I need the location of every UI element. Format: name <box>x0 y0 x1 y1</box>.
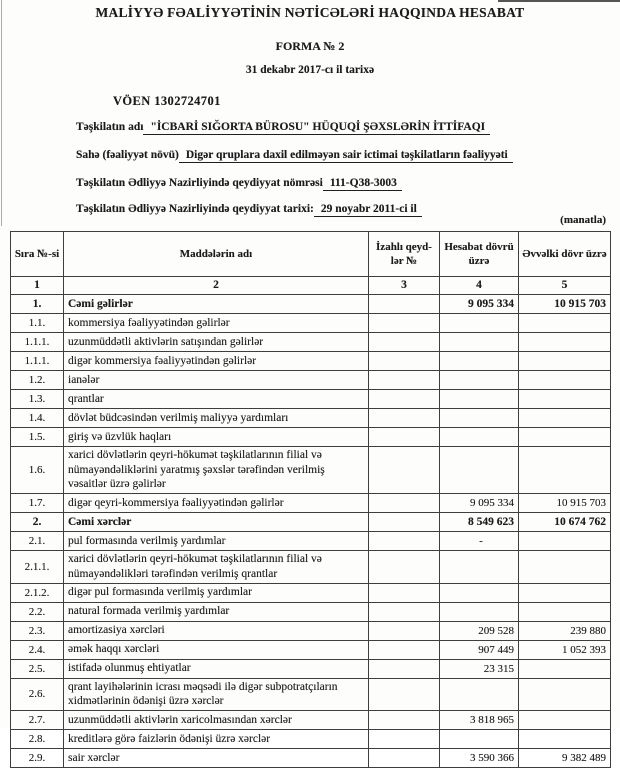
cell-explanatory-note <box>369 602 440 621</box>
organization-name-label: Təşkilatın adı <box>76 121 144 133</box>
cell-previous-period-value <box>519 428 611 447</box>
cell-previous-period-value <box>519 409 611 428</box>
cell-explanatory-note <box>369 371 440 390</box>
table-row <box>11 749 611 768</box>
cell-item-name: əmək haqqı xərcləri <box>64 640 369 659</box>
cell-row-number: 2.1. <box>11 532 64 551</box>
cell-previous-period-value <box>519 333 611 352</box>
cell-item-name: digər qeyri-kommersiya fəaliyyətindən gəlirlər <box>64 494 369 513</box>
cell-reporting-period-value: 3 590 366 <box>440 749 519 768</box>
table-row <box>11 551 611 583</box>
cell-row-number: 2.1.1. <box>11 551 64 583</box>
cell-explanatory-note <box>369 551 440 583</box>
cell-explanatory-note <box>369 428 440 447</box>
cell-reporting-period-value <box>440 371 519 390</box>
cell-previous-period-value: 10 915 703 <box>519 494 611 513</box>
cell-row-number: 1.3. <box>11 390 64 409</box>
col-header-reporting-period: Hesabat dövrü üzrə <box>440 232 519 277</box>
column-number-row <box>11 277 611 295</box>
table-row <box>11 678 611 710</box>
cell-previous-period-value <box>519 659 611 678</box>
cell-previous-period-value: 239 880 <box>519 621 611 640</box>
table-row <box>11 390 611 409</box>
cell-item-name: qrantlar <box>64 390 369 409</box>
table-row <box>11 532 611 551</box>
cell-previous-period-value <box>519 678 611 710</box>
cell-previous-period-value <box>519 583 611 602</box>
cell-row-number: 2.7. <box>11 711 64 730</box>
cell-row-number: 2.6. <box>11 678 64 710</box>
cell-explanatory-note <box>369 640 440 659</box>
cell-reporting-period-value: - <box>440 532 519 551</box>
cell-item-name: kommersiya fəaliyyətindən gəlirlər <box>64 314 369 333</box>
cell-row-number: 2. <box>11 513 64 532</box>
table-row <box>11 447 611 494</box>
financial-report-table <box>10 231 611 768</box>
cell-explanatory-note <box>369 621 440 640</box>
cell-explanatory-note <box>369 659 440 678</box>
cell-reporting-period-value <box>440 583 519 602</box>
cell-item-name: sair xərclər <box>64 749 369 768</box>
currency-note: (manatla) <box>560 214 606 226</box>
table-row <box>11 730 611 749</box>
table-row <box>11 333 611 352</box>
registration-number-value: 111-Q38-3003 <box>323 177 402 191</box>
cell-row-number: 1.1. <box>11 314 64 333</box>
cell-row-number: 2.5. <box>11 659 64 678</box>
col-header-row-number: Sıra №-si <box>11 232 64 277</box>
registration-number-line <box>76 177 402 189</box>
cell-reporting-period-value <box>440 333 519 352</box>
cell-row-number: 1.1.1. <box>11 352 64 371</box>
cell-item-name: istifadə olunmuş ehtiyatlar <box>64 659 369 678</box>
column-number: 1 <box>11 277 64 295</box>
table-row <box>11 352 611 371</box>
cell-previous-period-value <box>519 711 611 730</box>
cell-previous-period-value <box>519 532 611 551</box>
cell-previous-period-value: 10 674 762 <box>519 513 611 532</box>
cell-previous-period-value <box>519 390 611 409</box>
col-header-previous-period: Əvvəlki dövr üzrə <box>519 232 611 277</box>
cell-reporting-period-value: 9 095 334 <box>440 494 519 513</box>
cell-reporting-period-value <box>440 409 519 428</box>
table-row <box>11 295 611 314</box>
organization-name-line <box>76 121 490 133</box>
cell-reporting-period-value <box>440 551 519 583</box>
cell-row-number: 1. <box>11 295 64 314</box>
cell-item-name: digər kommersiya fəaliyyətindən gəlirlər <box>64 352 369 371</box>
registration-date-label: Təşkilatın Ədliyyə Nazirliyində qeydiyyat tarixi: <box>76 203 314 215</box>
cell-explanatory-note <box>369 513 440 532</box>
cell-previous-period-value <box>519 371 611 390</box>
cell-previous-period-value <box>519 314 611 333</box>
report-date: 31 dekabr 2017-cı il tarixə <box>245 64 375 76</box>
table-row <box>11 583 611 602</box>
cell-row-number: 1.5. <box>11 428 64 447</box>
cell-explanatory-note <box>369 583 440 602</box>
cell-item-name: amortizasiya xərcləri <box>64 621 369 640</box>
column-number: 3 <box>369 277 440 295</box>
organization-name-value: "İCBARİ SIĞORTA BÜROSU" HÜQUQİ ŞƏXSLƏRİN İTTİFAQI <box>143 121 490 135</box>
cell-row-number: 1.7. <box>11 494 64 513</box>
cell-previous-period-value: 1 052 393 <box>519 640 611 659</box>
cell-explanatory-note <box>369 711 440 730</box>
cell-row-number: 1.4. <box>11 409 64 428</box>
table-header <box>11 232 611 295</box>
cell-item-name: uzunmüddətli aktivlərin xaricolmasından xərclər <box>64 711 369 730</box>
table-row <box>11 428 611 447</box>
cell-reporting-period-value <box>440 602 519 621</box>
cell-reporting-period-value: 907 449 <box>440 640 519 659</box>
table-row <box>11 711 611 730</box>
cell-explanatory-note <box>369 749 440 768</box>
cell-row-number: 2.8. <box>11 730 64 749</box>
cell-explanatory-note <box>369 494 440 513</box>
cell-row-number: 1.2. <box>11 371 64 390</box>
cell-explanatory-note <box>369 409 440 428</box>
scan-artifact-line <box>498 0 620 2</box>
cell-item-name: pul formasında verilmiş yardımlar <box>64 532 369 551</box>
cell-explanatory-note <box>369 730 440 749</box>
col-header-explanatory-notes: İzahlı qeyd-lər № <box>369 232 440 277</box>
column-number: 4 <box>440 277 519 295</box>
cell-row-number: 2.9. <box>11 749 64 768</box>
table-row <box>11 494 611 513</box>
cell-row-number: 2.2. <box>11 602 64 621</box>
cell-reporting-period-value <box>440 678 519 710</box>
cell-explanatory-note <box>369 390 440 409</box>
table-row <box>11 314 611 333</box>
cell-reporting-period-value: 8 549 623 <box>440 513 519 532</box>
document-title: MALİYYƏ FƏALİYYƏTİNİN NƏTİCƏLƏRİ HAQQINDA HESABAT <box>95 5 525 20</box>
cell-explanatory-note <box>369 352 440 371</box>
cell-previous-period-value <box>519 551 611 583</box>
cell-previous-period-value <box>519 730 611 749</box>
cell-reporting-period-value: 9 095 334 <box>440 295 519 314</box>
cell-previous-period-value <box>519 352 611 371</box>
cell-item-name: giriş və üzvlük haqları <box>64 428 369 447</box>
cell-item-name: natural formada verilmiş yardımlar <box>64 602 369 621</box>
col-header-item-name: Maddələrin adı <box>64 232 369 277</box>
cell-previous-period-value: 9 382 489 <box>519 749 611 768</box>
report-table-body <box>11 295 611 768</box>
cell-item-name: dövlət büdcəsindən verilmiş maliyyə yardımları <box>64 409 369 428</box>
cell-item-name: xarici dövlətlərin qeyri-hökumət təşkilatlarının filial və nümayəndəlikləri tərəfindən verilmiş qrantlar <box>64 551 369 583</box>
cell-reporting-period-value <box>440 447 519 494</box>
column-number: 5 <box>519 277 611 295</box>
cell-previous-period-value <box>519 602 611 621</box>
cell-reporting-period-value: 209 528 <box>440 621 519 640</box>
cell-reporting-period-value <box>440 730 519 749</box>
cell-reporting-period-value: 23 315 <box>440 659 519 678</box>
cell-explanatory-note <box>369 678 440 710</box>
cell-row-number: 1.1.1. <box>11 333 64 352</box>
registration-date-value: 29 noyabr 2011-ci il <box>314 203 422 217</box>
table-row <box>11 659 611 678</box>
table-row <box>11 602 611 621</box>
cell-explanatory-note <box>369 295 440 314</box>
cell-row-number: 2.4. <box>11 640 64 659</box>
cell-reporting-period-value <box>440 428 519 447</box>
cell-item-name: digər pul formasında verilmiş yardımlar <box>64 583 369 602</box>
registration-number-label: Təşkilatın Ədliyyə Nazirliyində qeydiyyat nömrəsi <box>76 177 323 189</box>
registration-date-line <box>76 203 422 215</box>
cell-explanatory-note <box>369 314 440 333</box>
cell-reporting-period-value <box>440 390 519 409</box>
header-row <box>11 232 611 277</box>
cell-item-name: Cəmi gəlirlər <box>64 295 369 314</box>
cell-item-name: Cəmi xərclər <box>64 513 369 532</box>
cell-explanatory-note <box>369 447 440 494</box>
sector-label: Sahə (fəaliyyət növü) <box>76 149 179 161</box>
sector-line <box>76 149 513 161</box>
sector-value: Digər qruplara daxil edilməyən sair ictimai təşkilatların fəaliyyəti <box>179 149 513 163</box>
cell-previous-period-value: 10 915 703 <box>519 295 611 314</box>
table-row <box>11 371 611 390</box>
cell-explanatory-note <box>369 532 440 551</box>
cell-previous-period-value <box>519 447 611 494</box>
cell-item-name: kreditlərə görə faizlərin ödənişi üzrə xərclər <box>64 730 369 749</box>
cell-row-number: 2.1.2. <box>11 583 64 602</box>
form-number: FORMA № 2 <box>275 39 345 53</box>
cell-item-name: xarici dövlətlərin qeyri-hökumət təşkilatlarının filial və nümayəndəliklərini yaratmış şəxslər tərəfindən verilmiş vəsaitlər üzrə gəlirlər <box>64 447 369 494</box>
cell-reporting-period-value <box>440 352 519 371</box>
cell-item-name: ianələr <box>64 371 369 390</box>
cell-row-number: 1.6. <box>11 447 64 494</box>
table-row <box>11 621 611 640</box>
cell-reporting-period-value: 3 818 965 <box>440 711 519 730</box>
voen-tax-id: VÖEN 1302724701 <box>113 94 221 108</box>
table-row <box>11 409 611 428</box>
column-number: 2 <box>64 277 369 295</box>
cell-row-number: 2.3. <box>11 621 64 640</box>
cell-reporting-period-value <box>440 314 519 333</box>
cell-item-name: uzunmüddətli aktivlərin satışından gəlirlər <box>64 333 369 352</box>
table-row <box>11 513 611 532</box>
table-row <box>11 640 611 659</box>
cell-explanatory-note <box>369 333 440 352</box>
cell-item-name: qrant layihələrinin icrası məqsədi ilə digər subpotratçıların xidmətlərinin ödənişi üzrə xərclər <box>64 678 369 710</box>
scan-artifact-line <box>1 0 2 226</box>
